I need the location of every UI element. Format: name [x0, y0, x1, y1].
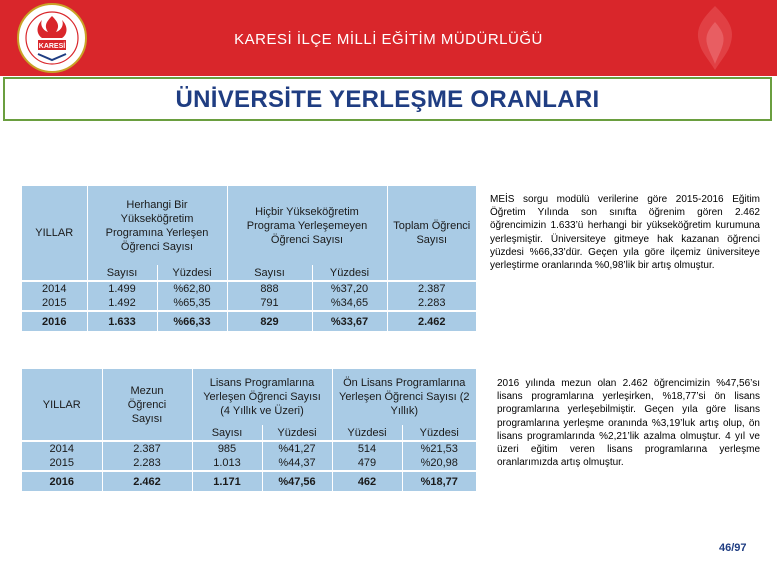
graduates-cell: 2.462 [102, 471, 192, 491]
flame-icon [675, 4, 755, 72]
year-cell: 2015 [22, 296, 87, 311]
placed-count-cell: 1.633 [87, 311, 157, 331]
total-cell: 2.387 [387, 281, 476, 296]
sub-header-percent: Yüzdesi [312, 265, 387, 281]
unplaced-count-cell: 829 [227, 311, 312, 331]
year-cell: 2014 [42, 283, 67, 295]
header-band [0, 0, 777, 76]
page-number: 46/97 [719, 542, 747, 554]
graduates-cell: 2.283 [102, 456, 192, 471]
summary-paragraph-1: MEİS sorgu modülü verilerine göre 2015-2016 Eğitim Öğretim Yılında son sınıfta öğrenim gören 2.462 öğrencimizin 1.633’ü herhangi bir yükseköğretim kurumuna yerleşmiştir. Üniversiteye gitmeye hak kazanan öğrenci yüzdesi %66,33’dür. Geçen yıla göre ilçemiz üniversiteye yerleştirme oranlarında %0,98’lik bir artış olmuştur. [490, 194, 760, 272]
table-row [22, 441, 476, 456]
unplaced-percent-cell: %34,65 [312, 296, 387, 311]
associate-count-cell: 462 [332, 471, 402, 491]
sub-header-percent: Yüzdesi [402, 425, 476, 441]
bachelor-percent-cell: %41,27 [262, 441, 332, 456]
associate-percent-cell: %20,98 [402, 456, 476, 471]
logo-text: KARESİ [38, 43, 66, 50]
total-cell: 2.462 [387, 311, 476, 331]
graduates-cell: 2.387 [102, 441, 192, 456]
table-row [22, 311, 476, 331]
bachelor-count-cell: 1.013 [192, 456, 262, 471]
associate-percent-cell: %21,53 [402, 441, 476, 456]
sub-header-percent: Yüzdesi [157, 265, 227, 281]
associate-percent-cell: %18,77 [402, 471, 476, 491]
bachelor-percent-cell: %44,37 [262, 456, 332, 471]
year-cell: 2014 [49, 443, 74, 455]
unplaced-count-cell: 888 [227, 281, 312, 296]
placed-percent-cell: %65,35 [157, 296, 227, 311]
col-header-total: Toplam Öğrenci Sayısı [387, 186, 476, 281]
sub-header-percent: Yüzdesi [262, 425, 332, 441]
summary-paragraph-2: 2016 yılında mezun olan 2.462 öğrencimizin %47,56’sı lisans programlarına yerleşirken, %18,77’si ön lisans programlarına yerleşebilmiştir. Geçen yıla göre lisans programlarına yerleşme oranında %3,19’luk artış olup, ön lisans programlarında %2,21’lik azalma olmuştur. 4 yıl ve üzeri eğitim veren lisans programlarına yerleşme oranlarımızda artış olmuştur. [497, 378, 760, 469]
sub-header-percent: Yüzdesi [332, 425, 402, 441]
col-header-unplaced: Hiçbir Yükseköğretim Programa Yerleşemeyen Öğrenci Sayısı [227, 186, 387, 265]
bachelor-count-cell: 985 [192, 441, 262, 456]
year-cell: 2016 [49, 475, 74, 488]
sub-header-count: Sayısı [227, 265, 312, 281]
total-cell: 2.283 [387, 296, 476, 311]
graduates-table [22, 369, 476, 491]
title-box [3, 77, 772, 121]
table-row [22, 456, 476, 471]
placed-count-cell: 1.492 [87, 296, 157, 311]
year-cell: 2016 [42, 315, 67, 328]
bachelor-count-cell: 1.171 [192, 471, 262, 491]
sub-header-count: Sayısı [87, 265, 157, 281]
page-title: ÜNİVERSİTE YERLEŞME ORANLARI [175, 86, 600, 113]
placed-count-cell: 1.499 [87, 281, 157, 296]
associate-count-cell: 514 [332, 441, 402, 456]
table-row [22, 471, 476, 491]
col-header-associate: Ön Lisans Programlarına Yerleşen Öğrenci Sayısı (2 Yıllık) [332, 369, 476, 425]
table-row [22, 281, 476, 296]
col-header-bachelor: Lisans Programlarına Yerleşen Öğrenci Sayısı (4 Yıllık ve Üzeri) [192, 369, 332, 425]
year-cell: 2015 [22, 456, 102, 471]
placed-percent-cell: %66,33 [157, 311, 227, 331]
bachelor-percent-cell: %47,56 [262, 471, 332, 491]
table-row [22, 296, 476, 311]
col-header-years: YILLAR [22, 186, 87, 281]
col-header-graduates: Mezun Öğrenci Sayısı [102, 369, 192, 441]
col-header-years: YILLAR [22, 369, 102, 441]
col-header-placed: Herhangi Bir Yükseköğretim Programına Yerleşen Öğrenci Sayısı [87, 186, 227, 265]
header-title: KARESİ İLÇE MİLLİ EĞİTİM MÜDÜRLÜĞÜ [234, 31, 543, 48]
placed-percent-cell: %62,80 [157, 281, 227, 296]
associate-count-cell: 479 [332, 456, 402, 471]
unplaced-percent-cell: %37,20 [312, 281, 387, 296]
placement-table [22, 186, 476, 331]
unplaced-percent-cell: %33,67 [312, 311, 387, 331]
unplaced-count-cell: 791 [227, 296, 312, 311]
sub-header-count: Sayısı [192, 425, 262, 441]
